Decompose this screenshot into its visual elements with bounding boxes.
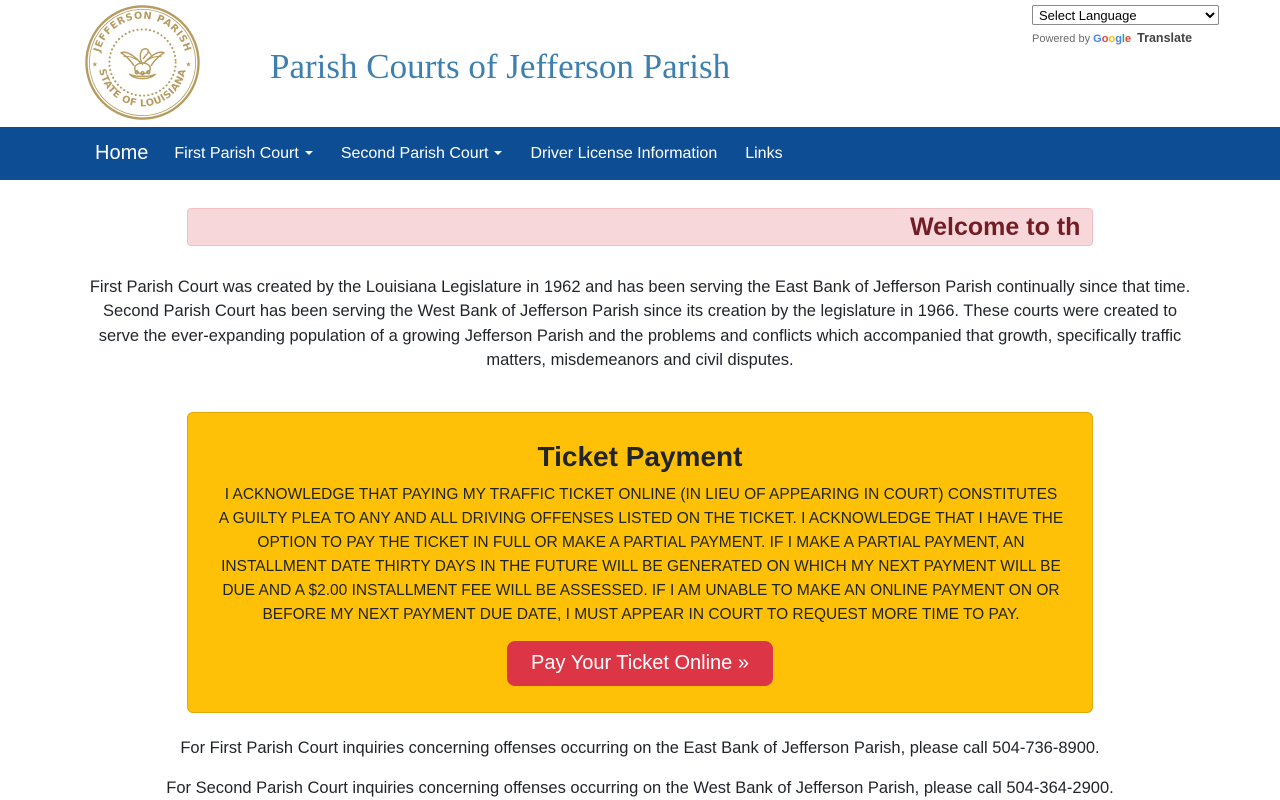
translate-attribution <box>1032 31 1219 45</box>
seal-bottom-text: STATE OF LOUISIANA <box>96 67 189 110</box>
second-court-contact-text: For Second Parish Court inquiries concerning offenses occurring on the West Bank of Jefferson Parish, please call 504-364-2900. <box>166 779 1114 798</box>
nav-links[interactable]: Links <box>745 144 783 162</box>
page-header <box>81 0 1199 127</box>
chevron-down-icon <box>494 151 502 155</box>
button-row <box>218 641 1062 686</box>
pelican-icon <box>121 49 164 79</box>
nav-second-parish-court[interactable]: Second Parish Court <box>341 145 503 163</box>
ticket-acknowledgment-text: I ACKNOWLEDGE THAT PAYING MY TRAFFIC TICKET ONLINE (IN LIEU OF APPEARING IN COURT) CONSTITUTES A GUILTY PLEA TO ANY AND ALL DRIVING OFFENSES LISTED ON THE TICKET. I ACKNOWLEDGE THAT I HAVE THE OPTION TO PAY THE TICKET IN FULL OR MAKE A PARTIAL PAYMENT. IF I MAKE A PARTIAL PAYMENT, AN INSTALLMENT DATE THIRTY DAYS IN THE FUTURE WILL BE GENERATED ON WHICH MY NEXT PAYMENT WILL BE DUE AND A $2.00 INSTALLMENT FEE WILL BE ASSESSED. IF I AM UNABLE TO MAKE AN ONLINE PAYMENT ON OR BEFORE MY NEXT PAYMENT DUE DATE, I MUST APPEAR IN COURT TO REQUEST MORE TIME TO PAY. <box>218 486 1064 624</box>
page-title: Parish Courts of Jefferson Parish <box>270 47 731 86</box>
nav-first-parish-court[interactable]: First Parish Court <box>174 145 312 163</box>
language-select[interactable] <box>1032 5 1219 25</box>
pay-ticket-online-button[interactable]: Pay Your Ticket Online » <box>507 641 773 686</box>
ticket-payment-card <box>187 412 1093 713</box>
welcome-marquee-banner <box>187 208 1093 246</box>
jefferson-parish-seal-icon <box>84 4 201 121</box>
translate-label: Translate <box>1137 31 1193 45</box>
intro-paragraph: First Parish Court was created by the Louisiana Legislature in 1962 and has been serving the East Bank of Jefferson Parish continually since that time. Second Parish Court has been serving the West Bank of Jefferson Parish since its creation by the legislature in 1966. These courts were created to serve the ever-expanding population of a growing Jefferson Parish and the problems and conflicts which accompanied that growth, specifically traffic matters, misdemeanors and civil disputes. <box>89 278 1191 369</box>
nav-home-link[interactable]: Home <box>95 142 149 164</box>
svg-text:JEFFERSON PARISH <box>92 10 193 54</box>
powered-by-label: Powered by <box>1032 33 1091 45</box>
chevron-down-icon <box>305 151 313 155</box>
main-content <box>81 208 1199 798</box>
marquee-text: Welcome to th <box>910 213 1081 241</box>
google-logo: Google <box>1093 33 1132 45</box>
ticket-payment-title: Ticket Payment <box>537 441 743 473</box>
seal-top-text: JEFFERSON PARISH <box>92 10 194 54</box>
first-court-contact-text: For First Parish Court inquiries concerning offenses occurring on the East Bank of Jefferson Parish, please call 504-736-8900. <box>180 739 1100 758</box>
seal-star-right-icon: ★ <box>185 61 192 69</box>
nav-driver-license-information[interactable]: Driver License Information <box>530 144 718 162</box>
seal-star-left-icon: ★ <box>91 61 98 69</box>
google-translate-widget <box>1032 5 1219 45</box>
main-navbar <box>0 127 1280 180</box>
